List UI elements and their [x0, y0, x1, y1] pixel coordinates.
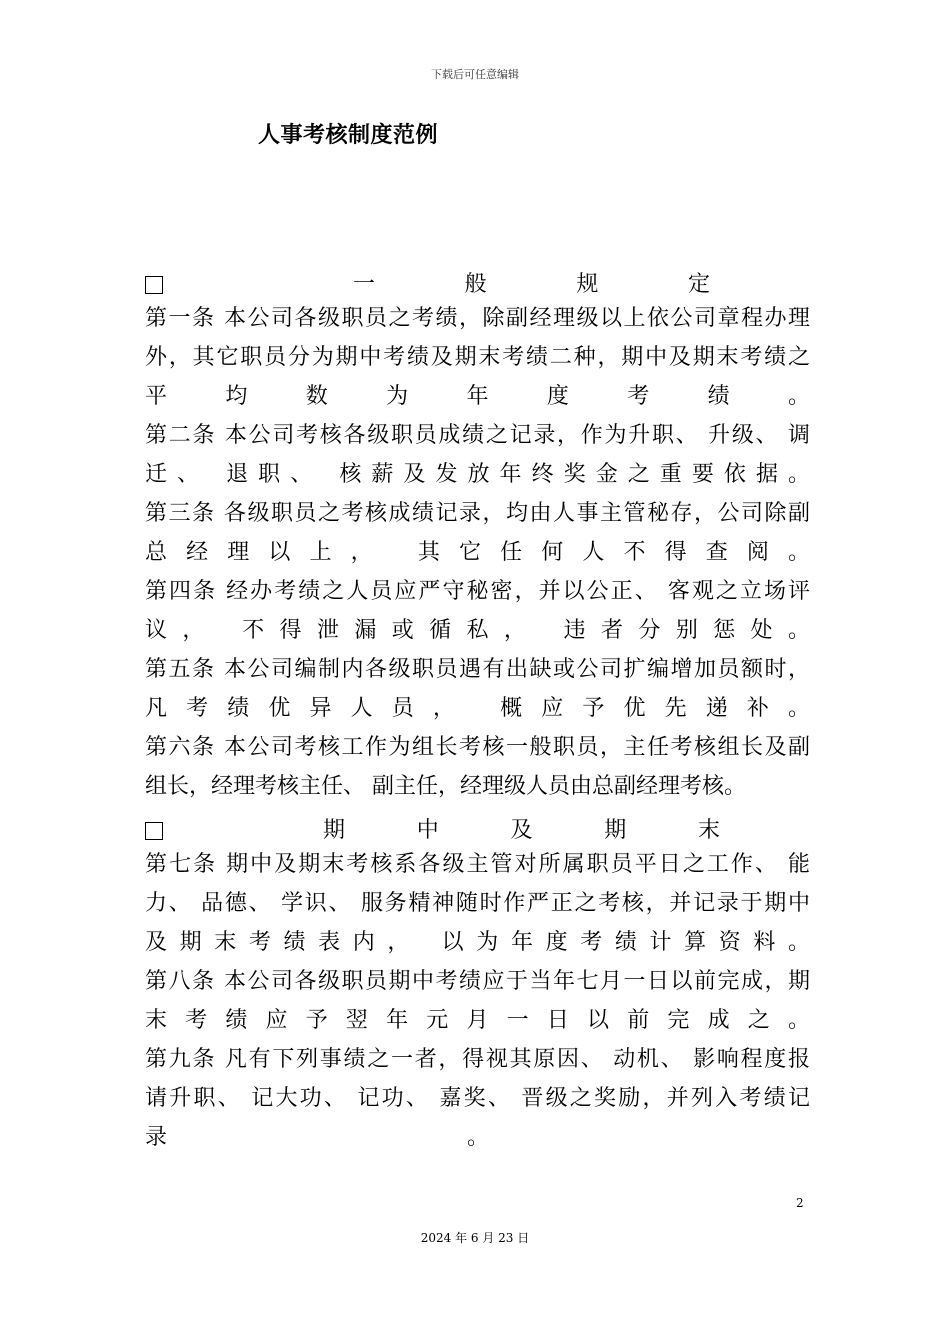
checkbox-icon [145, 276, 163, 294]
text-line: 第三条 各级职员之考核成绩记录，均由人事主管秘存，公司除副 [145, 501, 810, 526]
footer-date: 2024 年 6 月 23 日 [420, 1231, 530, 1245]
header-note: 下载后可任意编辑 [431, 68, 519, 81]
text-line: 第一条 本公司各级职员之考绩，除副经理级以上依公司章程办理 [145, 306, 810, 331]
text-line: 外，其它职员分为期中考绩及期末考绩二种，期中及期末考绩之 [145, 345, 810, 370]
checkbox-icon [145, 822, 163, 840]
text-line-end: 。 [467, 1125, 490, 1150]
section-heading [145, 265, 810, 304]
text-line: 第二条 本公司考核各级职员成绩之记录，作为升职、 升级、 调 [145, 423, 810, 448]
text-line: 总经理以上， 其它任何人不得查阅。 [145, 540, 810, 565]
text-line: 第七条 期中及期末考核系各级主管对所属职员平日之工作、 能 [145, 852, 810, 877]
text-line [145, 1123, 810, 1162]
text-line: 第八条 本公司各级职员期中考绩应于当年七月一日以前完成，期 [145, 969, 810, 994]
text-line: 力、 品德、 学识、 服务精神随时作严正之考核，并记录于期中 [145, 891, 810, 916]
text-line: 末考绩应予翌年元月一日以前完成之。 [145, 1008, 810, 1033]
section-heading-text: 一 般 规 定 [353, 271, 710, 297]
text-line: 第四条 经办考绩之人员应严守秘密，并以公正、 客观之立场评 [145, 579, 810, 604]
page-number: 2 [796, 1196, 804, 1210]
text-line: 第六条 本公司考核工作为组长考核一般职员，主任考核组长及副 [145, 735, 810, 760]
section-heading [145, 811, 810, 850]
document-body [145, 265, 810, 1162]
text-line: 平均数为年度考绩。 [145, 384, 810, 409]
text-line: 组长，经理考核主任、 副主任，经理级人员由总副经理考核。 [145, 774, 746, 799]
text-line: 议， 不得泄漏或循私， 违者分别惩处。 [145, 618, 810, 643]
text-line: 凡考绩优异人员， 概应予优先递补。 [145, 696, 810, 721]
text-line: 第五条 本公司编制内各级职员遇有出缺或公司扩编增加员额时， [145, 657, 810, 682]
section-heading-text: 期 中 及 期 末 [323, 817, 720, 843]
document-title: 人事考核制度范例 [258, 123, 439, 148]
text-line: 迁、 退职、 核薪及发放年终奖金之重要依据。 [145, 462, 810, 487]
text-line-start: 录 [145, 1125, 168, 1150]
text-line: 请升职、 记大功、 记功、 嘉奖、 晋级之奖励，并列入考绩记 [145, 1086, 810, 1111]
text-line: 第九条 凡有下列事绩之一者，得视其原因、 动机、 影响程度报 [145, 1047, 810, 1072]
text-line: 及期末考绩表内， 以为年度考绩计算资料。 [145, 930, 810, 955]
